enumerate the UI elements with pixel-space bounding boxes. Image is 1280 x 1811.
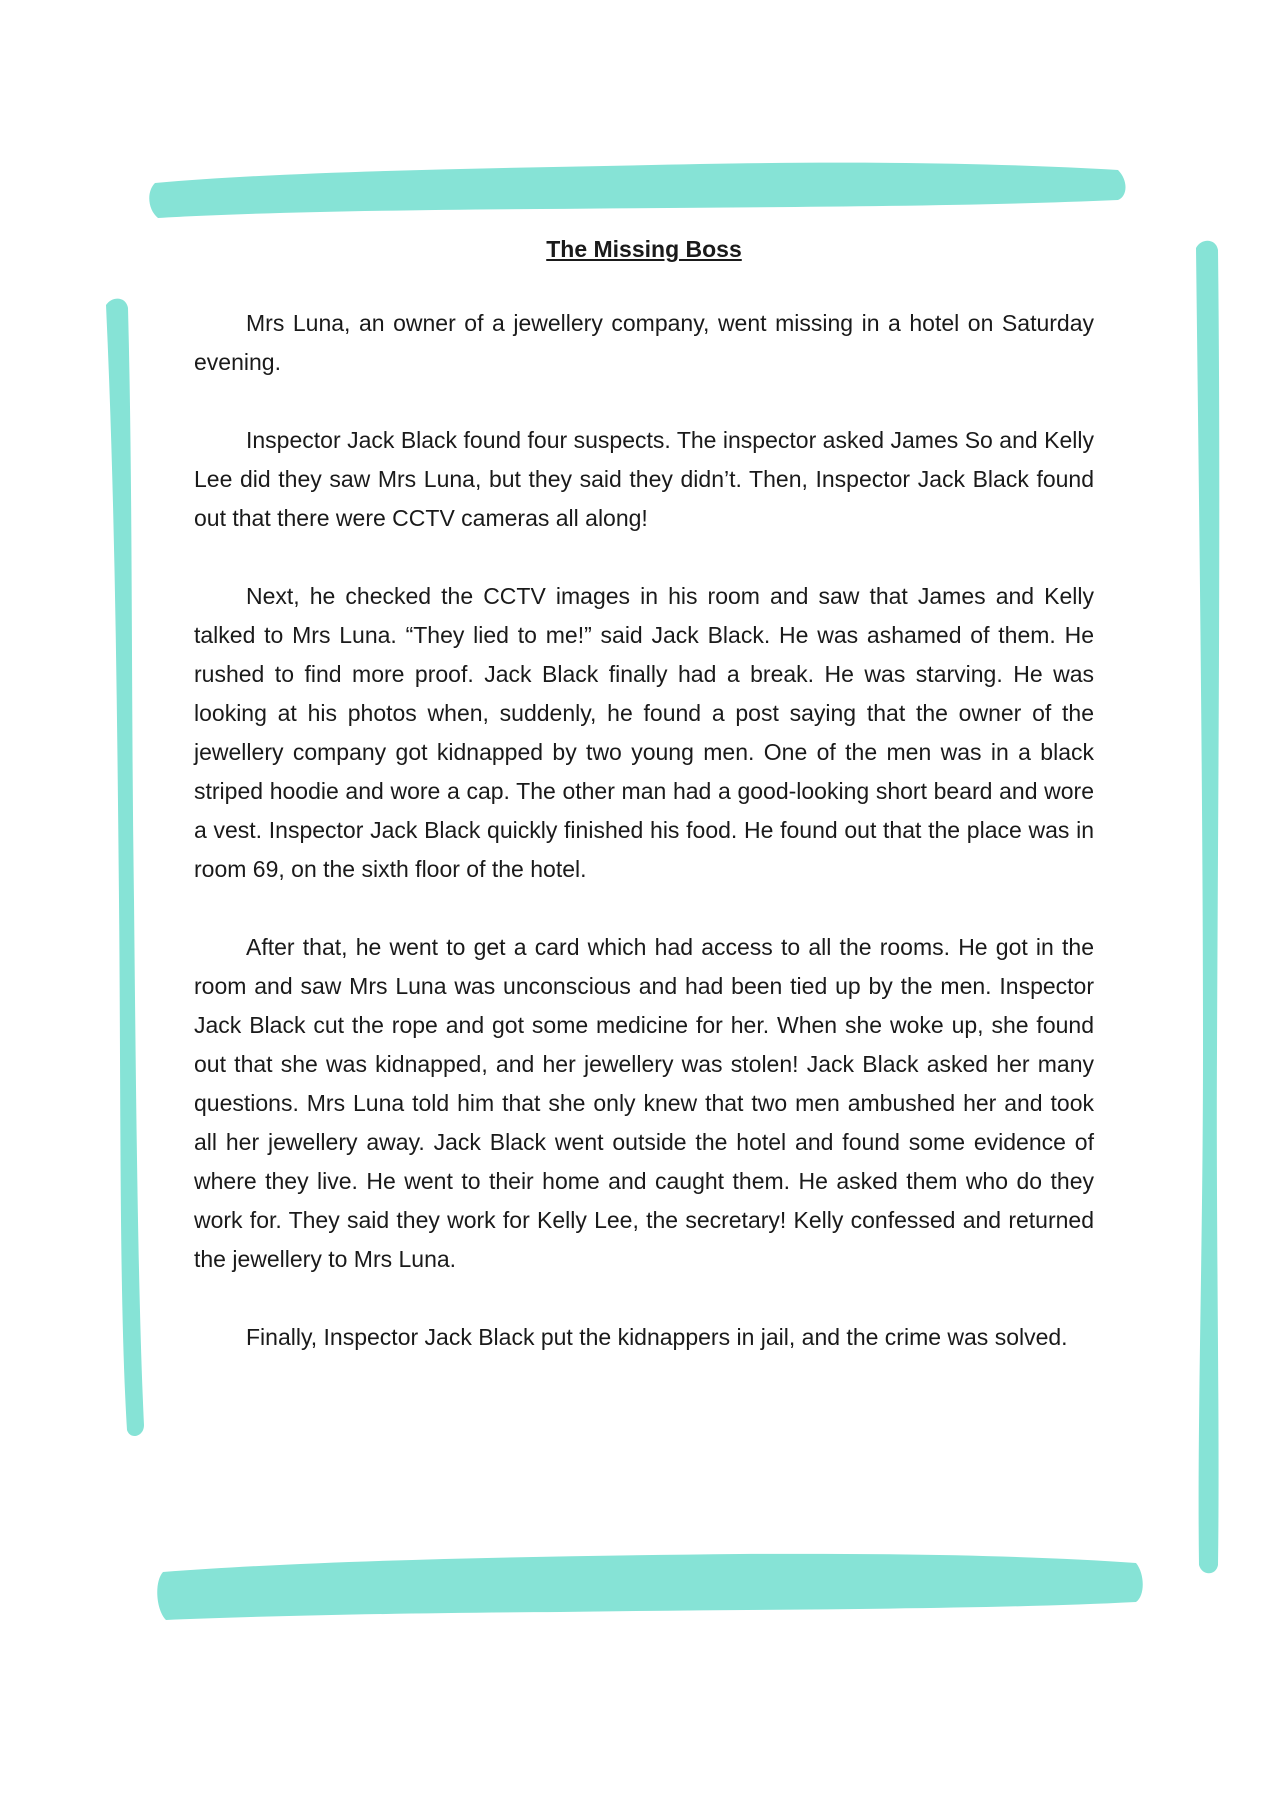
paragraph-1: Mrs Luna, an owner of a jewellery company, went missing in a hotel on Saturday evening. (194, 310, 1094, 375)
page-title: The Missing Boss (546, 236, 742, 262)
top-brush-stroke (149, 163, 1125, 218)
story-content (194, 234, 1094, 1396)
right-brush-stroke (1196, 241, 1219, 1574)
left-brush-stroke (106, 299, 144, 1436)
paragraph-4: After that, he went to get a card which had access to all the rooms. He got in the room and saw Mrs Luna was unconscious and had been tied up by the men. Inspector Jack Black cut the rope and got some medicine for her. When she woke up, she found out that she was kidnapped, and her jewellery was stolen! Jack Black asked her many questions. Mrs Luna told him that she only knew that two men ambushed her and took all her jewellery away. Jack Black went outside the hotel and found some evidence of where they live. He went to their home and caught them. He asked them who do they work for. They said they work for Kelly Lee, the secretary! Kelly confessed and returned the jewellery to Mrs Luna. (194, 934, 1094, 1272)
paragraph-5: Finally, Inspector Jack Black put the kidnappers in jail, and the crime was solved. (246, 1324, 1068, 1350)
paragraph-2: Inspector Jack Black found four suspects. The inspector asked James So and Kelly Lee did they saw Mrs Luna, but they said they didn’t. Then, Inspector Jack Black found out that there were CCTV cameras all along! (194, 427, 1094, 531)
bottom-brush-stroke (157, 1554, 1142, 1620)
paragraph-3: Next, he checked the CCTV images in his room and saw that James and Kelly talked to Mrs Luna. “They lied to me!” said Jack Black. He was ashamed of them. He rushed to find more proof. Jack Black finally had a break. He was starving. He was looking at his photos when, suddenly, he found a post saying that the owner of the jewellery company got kidnapped by two young men. One of the men was in a black striped hoodie and wore a cap. The other man had a good-looking short beard and wore a vest. Inspector Jack Black quickly finished his food. He found out that the place was in room 69, on the sixth floor of the hotel. (194, 583, 1094, 882)
